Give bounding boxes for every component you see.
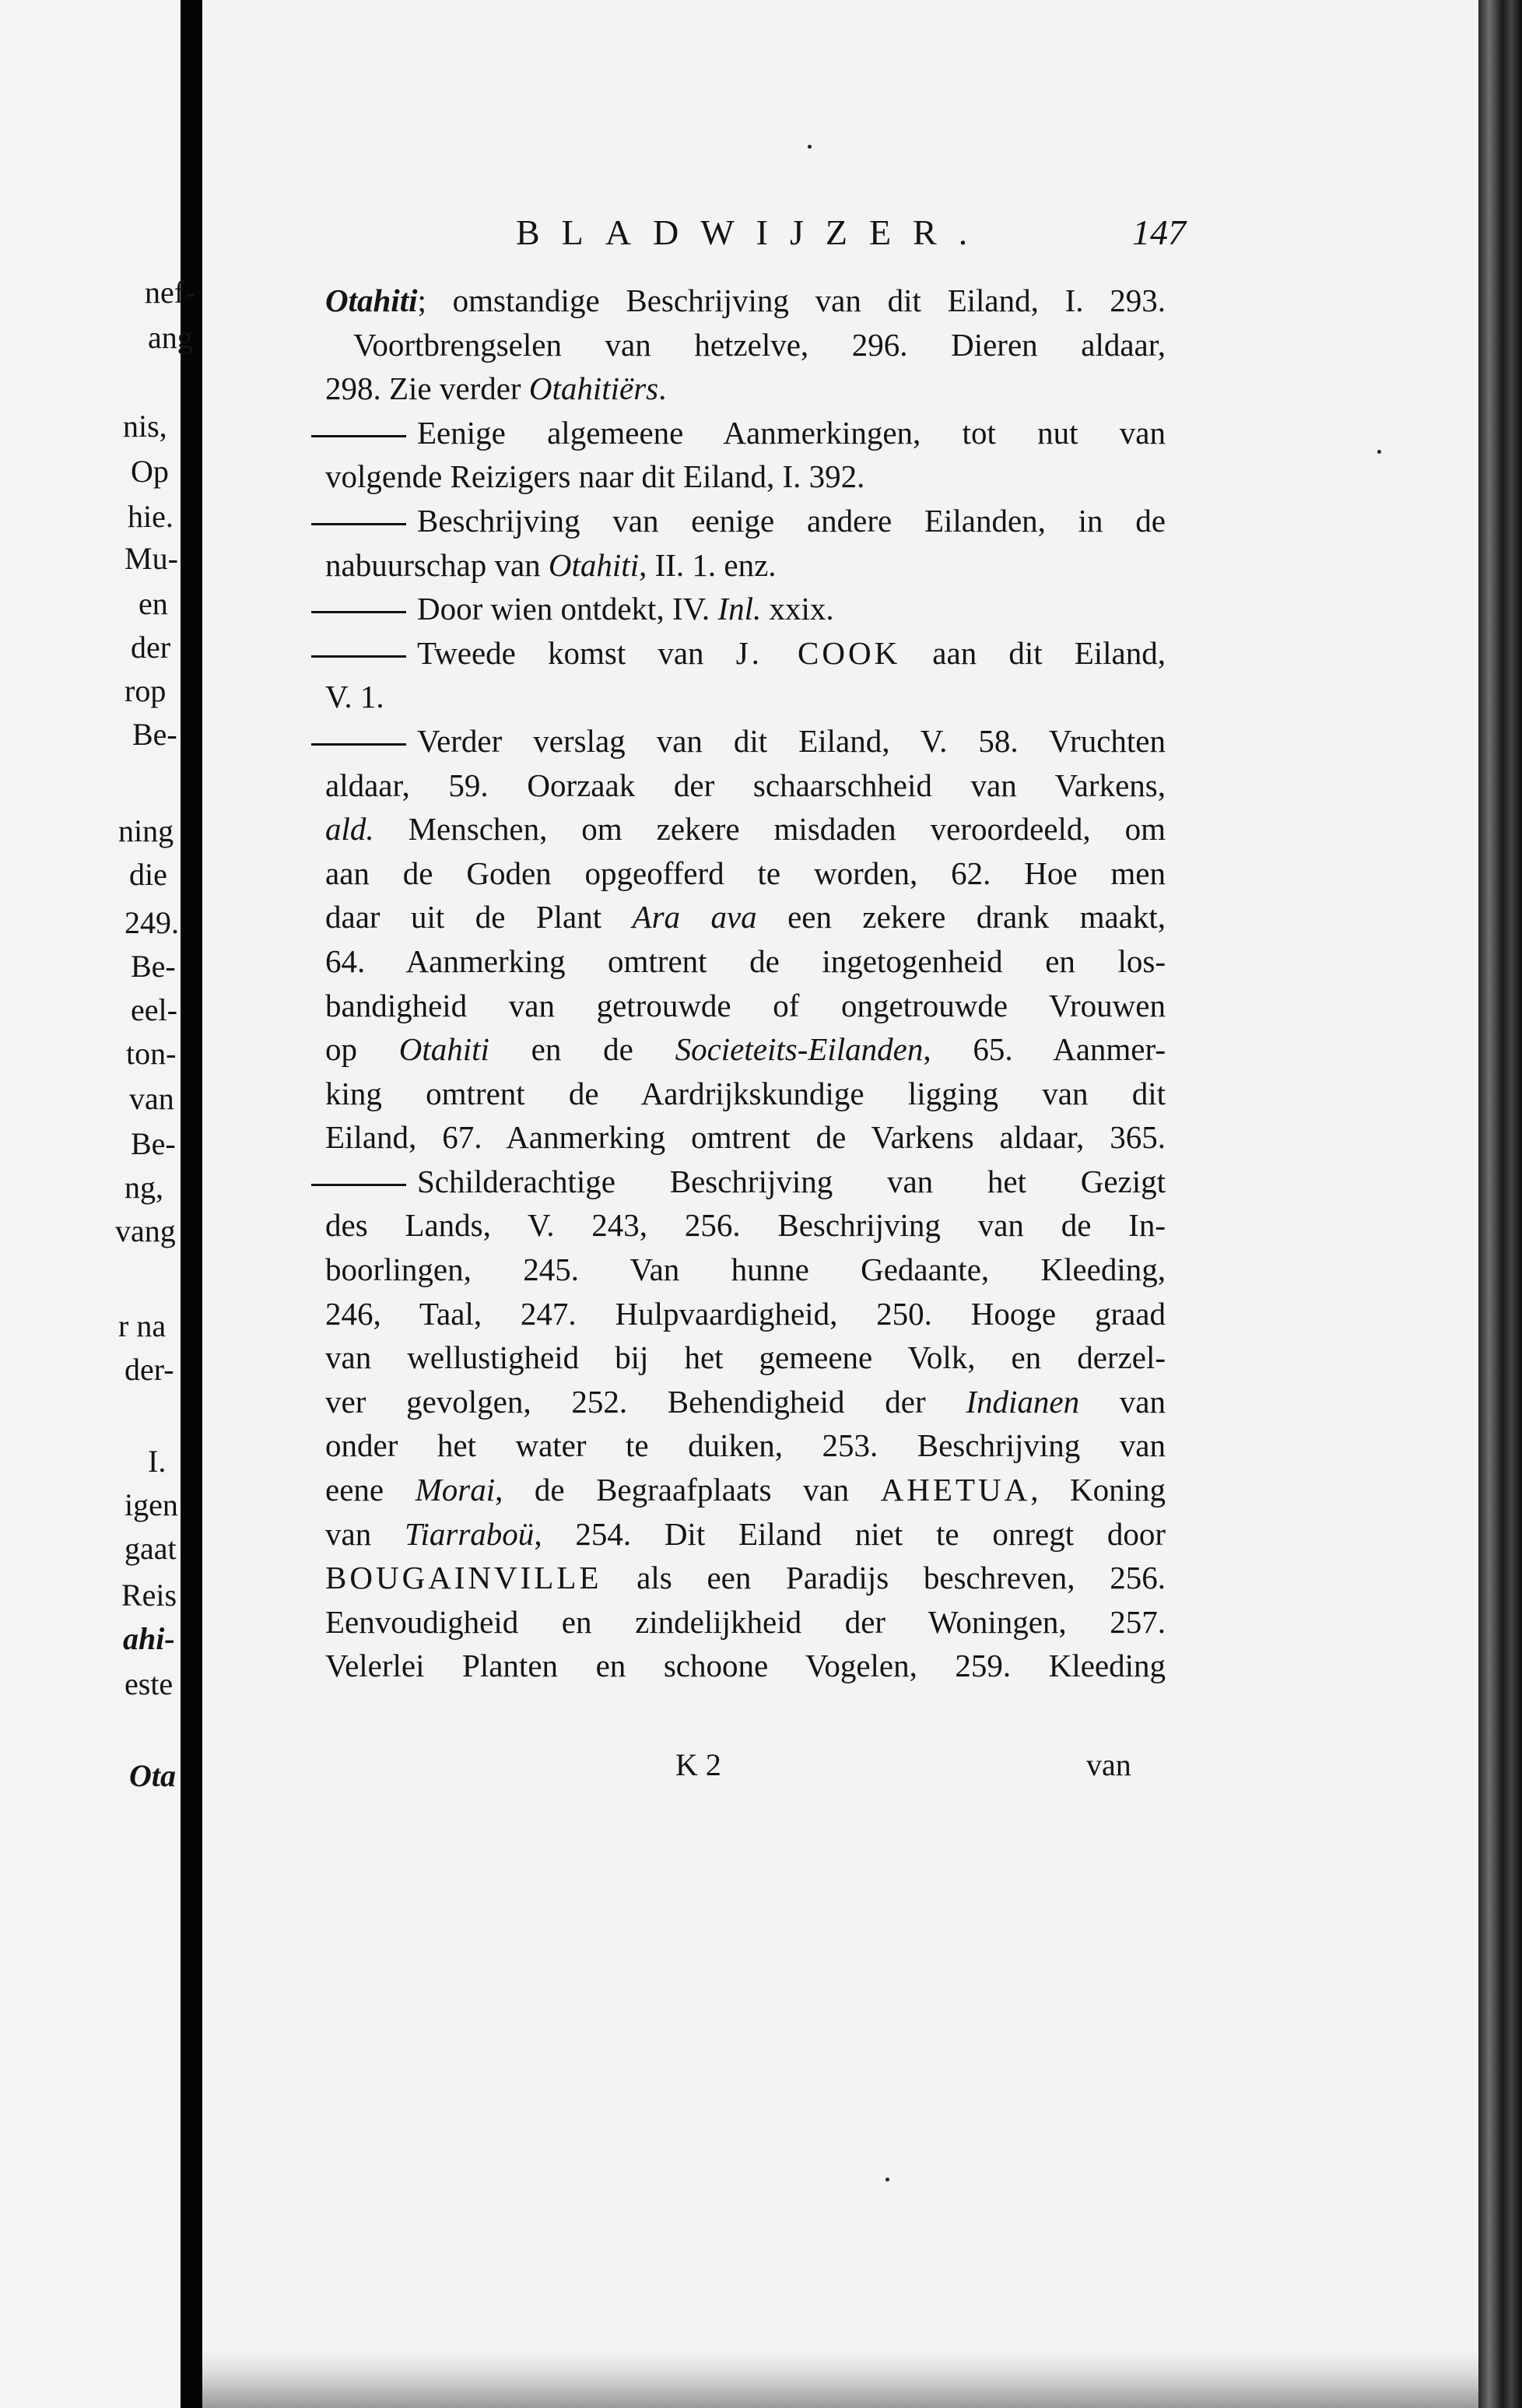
- text-run: Menschen, om zekere misdaden veroordeeld, om: [373, 811, 1166, 848]
- ditto-dash: [311, 611, 406, 613]
- left-margin-word: 249.: [124, 905, 179, 940]
- text-run: Schilderachtige Beschrijving van het Gezigt: [417, 1163, 1166, 1199]
- small-caps-run: AHETUA: [880, 1472, 1031, 1508]
- left-margin-word: Be-: [131, 949, 176, 984]
- text-line: [325, 1380, 1166, 1424]
- italic-run: Societeits-Eilanden: [675, 1031, 924, 1068]
- italic-run: Indianen: [966, 1383, 1080, 1420]
- term: Otahiti: [325, 283, 418, 318]
- text-run: volgende Reizigers naar dit Eiland, I. 392.: [325, 458, 865, 495]
- text-run: Eiland, 67. Aanmerking omtrent de Varkens aldaar, 365.: [325, 1119, 1166, 1156]
- italic-run: ald.: [325, 811, 374, 848]
- text-run: xxix.: [761, 591, 834, 627]
- left-margin-word: der: [131, 630, 171, 665]
- index-entries: [325, 279, 1166, 1688]
- text-line: [325, 1644, 1166, 1688]
- book-gutter: [181, 0, 202, 2408]
- text-line: [325, 1160, 1166, 1204]
- text-line: [325, 367, 1166, 411]
- text-run: en de: [489, 1031, 675, 1068]
- text-run: als een Paradijs beschreven, 256.: [601, 1560, 1166, 1596]
- text-run: 246, Taal, 247. Hulpvaardigheid, 250. Hooge graad: [325, 1295, 1166, 1332]
- ditto-dash: [311, 743, 406, 746]
- text-run: 64. Aanmerking omtrent de ingetogenheid en los-: [325, 942, 1166, 979]
- text-line: [325, 455, 1166, 499]
- left-margin-word: en: [139, 586, 168, 621]
- text-run: daar uit de Plant: [325, 899, 633, 935]
- left-margin-word: Op: [131, 454, 169, 489]
- text-line: [325, 631, 1166, 676]
- text-line: [325, 1292, 1166, 1336]
- small-caps-run: J. COOK: [735, 634, 901, 671]
- text-run: ver gevolgen, 252. Behendigheid der: [325, 1383, 966, 1420]
- text-line: [325, 895, 1166, 939]
- text-line: [325, 807, 1166, 851]
- text-line: [325, 1556, 1166, 1600]
- left-margin-word: este: [124, 1666, 174, 1701]
- text-run: V. 1.: [325, 679, 384, 715]
- text-run: aldaar, 59. Oorzaak der schaarschheid van Varkens,: [325, 767, 1166, 803]
- text-run: , de Begraafplaats van: [495, 1472, 881, 1508]
- small-caps-run: BOUGAINVILLE: [325, 1560, 602, 1596]
- catchword: van: [1086, 1747, 1131, 1782]
- text-line: [325, 719, 1166, 763]
- left-margin-word: nef-: [145, 275, 195, 310]
- page-number: 147: [1132, 212, 1186, 252]
- left-margin-word: gaat: [124, 1531, 177, 1566]
- text-run: Door wien ontdekt, IV.: [417, 591, 718, 627]
- left-margin-word: die: [129, 857, 167, 892]
- text-run: Eenvoudigheid en zindelijkheid der Woningen, 257.: [325, 1603, 1166, 1640]
- text-run: aan de Goden opgeofferd te worden, 62. Hoe men: [325, 855, 1166, 891]
- italic-run: Ara ava: [632, 899, 757, 935]
- text-line: [325, 323, 1166, 367]
- text-run: ; omstandige Beschrijving van dit Eiland, I. 293.: [417, 283, 1166, 318]
- left-margin-word: eel-: [131, 992, 177, 1027]
- italic-run: Otahiti: [398, 1031, 489, 1068]
- text-line: [325, 851, 1166, 896]
- left-margin-word: ang: [148, 320, 193, 355]
- left-margin-word: van: [129, 1081, 174, 1116]
- text-line: [325, 587, 1166, 631]
- ink-speck: [885, 2178, 889, 2182]
- left-margin-word: ning: [118, 813, 174, 848]
- text-line: [325, 1468, 1166, 1512]
- text-run: onder het water te duiken, 253. Beschrijving van: [325, 1427, 1166, 1464]
- italic-run: Otahiti: [548, 546, 640, 583]
- text-line: [325, 499, 1166, 543]
- ink-speck: [1377, 450, 1381, 454]
- text-run: Eenige algemeene Aanmerkingen, tot nut van: [417, 414, 1166, 451]
- text-run: aan dit Eiland,: [900, 634, 1166, 671]
- text-run: van: [1079, 1383, 1166, 1420]
- text-line: [325, 1336, 1166, 1380]
- text-run: des Lands, V. 243, 256. Beschrijving van de In-: [325, 1207, 1166, 1244]
- text-run: Beschrijving van eenige andere Eilanden, in de: [417, 502, 1166, 539]
- text-line: [325, 939, 1166, 984]
- text-line: [325, 1072, 1166, 1116]
- text-run: 298. Zie verder: [325, 370, 529, 407]
- ink-speck: [808, 145, 812, 149]
- ditto-dash: [311, 523, 406, 525]
- left-margin-word: vang: [115, 1213, 176, 1248]
- ditto-dash: [311, 1184, 406, 1186]
- italic-run: Otahitiërs: [528, 370, 659, 407]
- running-head: BLADWIJZER.: [516, 212, 990, 252]
- left-margin-word: Mu-: [124, 541, 178, 576]
- signature-mark: K 2: [675, 1747, 721, 1782]
- ditto-dash: [311, 435, 406, 437]
- text-run: , 65. Aanmer-: [923, 1031, 1166, 1068]
- left-margin-word: I.: [148, 1444, 167, 1479]
- left-margin-word: Ota: [129, 1758, 176, 1793]
- ditto-dash: [311, 655, 406, 658]
- text-run: een zekere drank maakt,: [756, 899, 1166, 935]
- text-run: , II. 1. enz.: [639, 546, 777, 583]
- left-margin-word: ng,: [124, 1170, 163, 1205]
- left-margin-word: Be-: [131, 1126, 176, 1161]
- text-run: .: [658, 370, 667, 407]
- text-run: nabuurschap van: [325, 546, 549, 583]
- text-line: [325, 543, 1166, 588]
- text-line: [325, 675, 1166, 719]
- text-run: , Koning: [1030, 1472, 1166, 1508]
- text-line: [325, 1423, 1166, 1468]
- text-line: [325, 411, 1166, 455]
- italic-run: Tiarraboü: [404, 1515, 535, 1552]
- left-margin-word: Be-: [132, 717, 177, 752]
- text-run: Verder verslag van dit Eiland, V. 58. Vruchten: [417, 722, 1166, 759]
- left-margin-word: rop: [124, 673, 167, 708]
- left-margin-word: nis,: [123, 409, 167, 444]
- left-margin-word: hie.: [128, 499, 174, 534]
- left-margin-word: r na: [118, 1308, 167, 1343]
- text-line: [325, 279, 1166, 323]
- text-line: [325, 1248, 1166, 1292]
- text-run: , 254. Dit Eiland niet te onregt door: [534, 1515, 1166, 1552]
- text-line: [325, 1115, 1166, 1160]
- text-run: Velerlei Planten en schoone Vogelen, 259. Kleeding: [325, 1648, 1166, 1684]
- text-line: [325, 1600, 1166, 1645]
- text-line: [325, 763, 1166, 808]
- text-run: bandigheid van getrouwde of ongetrouwde Vrouwen: [325, 987, 1166, 1023]
- text-line: [325, 1027, 1166, 1072]
- text-line: [325, 1512, 1166, 1557]
- left-margin-word: igen: [124, 1487, 178, 1522]
- text-run: eene: [325, 1472, 416, 1508]
- text-run: op: [325, 1031, 399, 1068]
- page-edge-shadow: [1478, 0, 1522, 2408]
- text-line: [325, 984, 1166, 1028]
- text-run: Voortbrengselen van hetzelve, 296. Dieren aldaar,: [353, 326, 1166, 363]
- text-run: boorlingen, 245. Van hunne Gedaante, Kleeding,: [325, 1251, 1166, 1288]
- page-bottom-shadow: [202, 2350, 1478, 2408]
- italic-run: Inl.: [717, 591, 762, 627]
- italic-run: Morai: [415, 1472, 496, 1508]
- text-run: Tweede komst van: [417, 634, 736, 671]
- text-run: king omtrent de Aardrijkskundige ligging van dit: [325, 1075, 1166, 1111]
- left-margin-word: Reis: [121, 1578, 177, 1613]
- left-margin-word: der-: [124, 1352, 174, 1387]
- text-run: van: [325, 1515, 405, 1552]
- text-line: [325, 1203, 1166, 1248]
- left-margin-word: ahi-: [123, 1621, 175, 1656]
- left-margin-word: ton-: [126, 1036, 177, 1071]
- text-run: van wellustigheid bij het gemeene Volk, en derzel-: [325, 1339, 1166, 1376]
